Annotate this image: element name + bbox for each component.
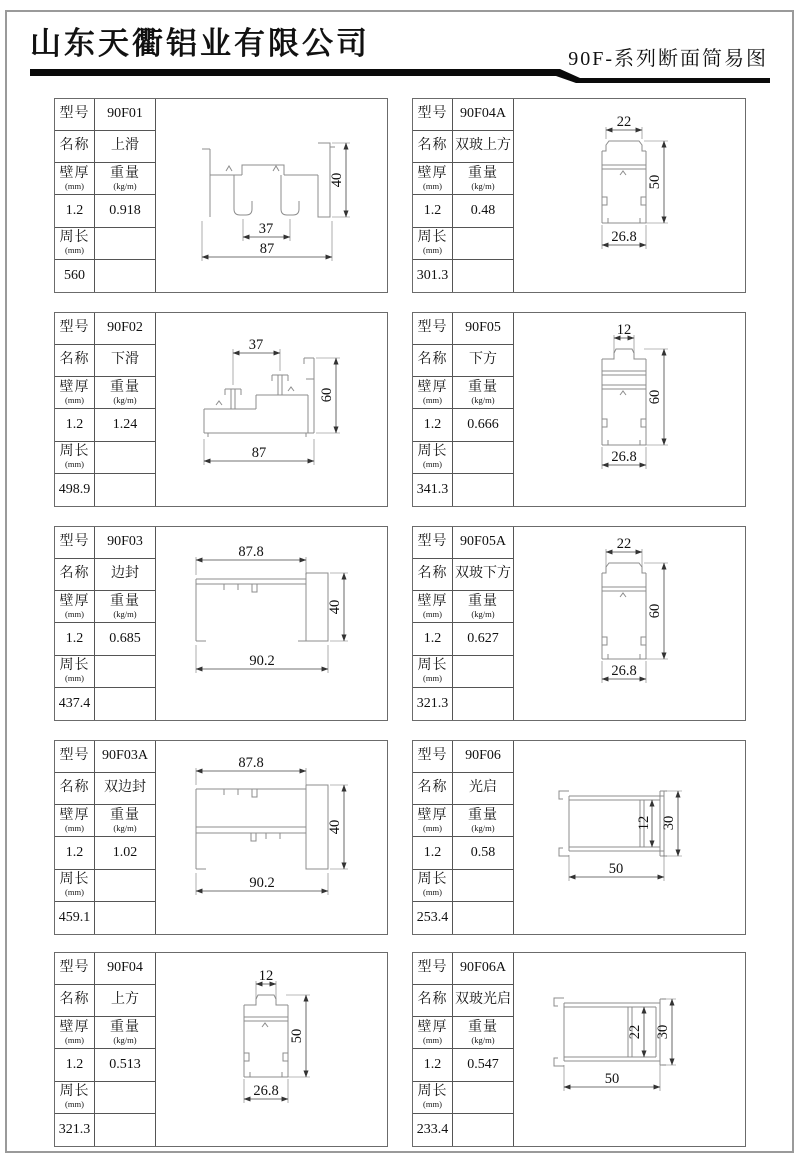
profile-outline (204, 358, 314, 437)
profile-outline (602, 141, 646, 223)
company-title: 山东天衢铝业有限公司 (30, 26, 370, 61)
thickness-label (413, 1017, 453, 1049)
perimeter-value: 498.9 (55, 474, 95, 506)
thickness-text: 壁厚 (417, 166, 448, 182)
dimension-label: 30 (661, 815, 677, 831)
panel-90F05 (412, 312, 746, 507)
dimension-label: 90.2 (249, 875, 275, 891)
thickness-label (55, 591, 95, 623)
weight-unit: (kg/m) (113, 180, 137, 191)
thickness-value: 1.2 (55, 409, 95, 441)
spec-table (413, 953, 514, 1146)
section-drawing-90F02 (156, 313, 388, 506)
perimeter-label (55, 656, 95, 688)
model-label: 型号 (413, 313, 453, 345)
weight-unit: (kg/m) (471, 394, 495, 405)
profile-outline (196, 573, 328, 641)
profile-outline (196, 785, 328, 869)
weight-text: 重量 (468, 594, 498, 610)
weight-text: 重量 (110, 594, 140, 610)
weight-unit: (kg/m) (113, 608, 137, 619)
dimension-label: 22 (627, 1024, 643, 1040)
thickness-value: 1.2 (55, 195, 95, 227)
model-value: 90F06A (453, 953, 514, 985)
weight-text: 重量 (468, 808, 498, 824)
panel-90F06 (412, 740, 746, 935)
dimension-label: 22 (616, 536, 632, 552)
model-value: 90F04 (95, 953, 156, 985)
weight-unit: (kg/m) (113, 1034, 137, 1045)
perimeter-text: 周长 (59, 230, 90, 246)
perimeter-value: 437.4 (55, 688, 95, 720)
empty-cell (95, 1082, 156, 1114)
spec-table (413, 741, 514, 934)
empty-cell (453, 902, 514, 934)
spec-table (55, 99, 156, 292)
dimension-label: 50 (608, 861, 624, 877)
perimeter-value: 253.4 (413, 902, 453, 934)
section-drawing-90F06A (514, 953, 746, 1146)
empty-cell (95, 902, 156, 934)
dimension-label: 60 (647, 389, 663, 405)
thickness-label (55, 163, 95, 195)
model-label: 型号 (55, 741, 95, 773)
spec-table (55, 953, 156, 1146)
dimension-label: 26.8 (611, 663, 637, 679)
weight-label (95, 591, 156, 623)
model-value: 90F04A (453, 99, 514, 131)
weight-label (95, 377, 156, 409)
panel-90F05A (412, 526, 746, 721)
empty-cell (453, 474, 514, 506)
name-value: 下滑 (95, 345, 156, 377)
empty-cell (453, 1114, 514, 1146)
weight-value: 1.02 (95, 837, 156, 869)
weight-unit: (kg/m) (113, 394, 137, 405)
name-label: 名称 (413, 131, 453, 163)
thickness-text: 壁厚 (59, 166, 90, 182)
weight-text: 重量 (468, 380, 498, 396)
name-value: 边封 (95, 559, 156, 591)
model-value: 90F05A (453, 527, 514, 559)
spec-table (413, 527, 514, 720)
perimeter-label (413, 442, 453, 474)
model-label: 型号 (55, 99, 95, 131)
weight-text: 重量 (110, 380, 140, 396)
perimeter-text: 周长 (417, 444, 448, 460)
thickness-unit: (mm) (65, 394, 84, 405)
extension-lines (564, 999, 676, 1091)
section-drawing-90F04A (514, 99, 746, 292)
model-label: 型号 (55, 953, 95, 985)
thickness-value: 1.2 (55, 837, 95, 869)
perimeter-unit: (mm) (423, 459, 442, 470)
weight-text: 重量 (468, 1020, 498, 1036)
weight-label (453, 805, 514, 837)
dimension-label: 30 (655, 1024, 671, 1040)
weight-value: 0.666 (453, 409, 514, 441)
series-subtitle: 90F-系列断面简易图 (568, 48, 768, 70)
model-label: 型号 (55, 313, 95, 345)
name-label: 名称 (413, 985, 453, 1017)
perimeter-label (55, 228, 95, 260)
thickness-label (55, 1017, 95, 1049)
perimeter-unit: (mm) (65, 887, 84, 898)
thickness-label (55, 805, 95, 837)
dimension-label: 50 (289, 1028, 305, 1044)
perimeter-value: 560 (55, 260, 95, 292)
perimeter-text: 周长 (417, 1084, 448, 1100)
perimeter-unit: (mm) (65, 245, 84, 256)
thickness-unit: (mm) (423, 180, 442, 191)
model-value: 90F06 (453, 741, 514, 773)
thickness-text: 壁厚 (417, 1020, 448, 1036)
model-value: 90F02 (95, 313, 156, 345)
empty-cell (453, 228, 514, 260)
dimension-label: 60 (647, 603, 663, 619)
weight-label (95, 805, 156, 837)
thickness-text: 壁厚 (59, 380, 90, 396)
thickness-label (55, 377, 95, 409)
perimeter-label (55, 1082, 95, 1114)
weight-value: 0.48 (453, 195, 514, 227)
weight-value: 0.58 (453, 837, 514, 869)
weight-value: 1.24 (95, 409, 156, 441)
empty-cell (453, 442, 514, 474)
profile-outline (202, 143, 335, 217)
weight-value: 0.918 (95, 195, 156, 227)
perimeter-label (55, 442, 95, 474)
empty-cell (95, 474, 156, 506)
weight-value: 0.627 (453, 623, 514, 655)
panel-90F03A (54, 740, 388, 935)
thickness-value: 1.2 (413, 409, 453, 441)
perimeter-label (413, 228, 453, 260)
name-label: 名称 (413, 559, 453, 591)
empty-cell (453, 656, 514, 688)
perimeter-value: 233.4 (413, 1114, 453, 1146)
empty-cell (453, 1082, 514, 1114)
thickness-label (413, 591, 453, 623)
panel-90F04 (54, 952, 388, 1147)
empty-cell (95, 442, 156, 474)
perimeter-unit: (mm) (423, 673, 442, 684)
panel-90F03 (54, 526, 388, 721)
perimeter-value: 321.3 (413, 688, 453, 720)
spec-table (55, 313, 156, 506)
extension-lines (202, 143, 350, 261)
weight-text: 重量 (468, 166, 498, 182)
thickness-value: 1.2 (413, 623, 453, 655)
section-drawing-90F05 (514, 313, 746, 506)
dimension-label: 87 (251, 445, 267, 461)
section-drawing-90F04 (156, 953, 388, 1146)
weight-label (95, 1017, 156, 1049)
weight-text: 重量 (110, 166, 140, 182)
weight-unit: (kg/m) (471, 822, 495, 833)
model-value: 90F01 (95, 99, 156, 131)
name-label: 名称 (55, 131, 95, 163)
thickness-value: 1.2 (413, 1049, 453, 1081)
model-label: 型号 (413, 527, 453, 559)
dimension-label: 90.2 (249, 653, 275, 669)
extension-lines (569, 791, 682, 881)
extension-lines (204, 349, 340, 465)
dimension-label: 40 (327, 599, 343, 615)
thickness-unit: (mm) (65, 180, 84, 191)
dimension-label: 26.8 (253, 1083, 279, 1099)
dimension-label: 12 (636, 815, 652, 831)
empty-cell (95, 228, 156, 260)
thickness-value: 1.2 (413, 837, 453, 869)
dimension-label: 37 (248, 337, 264, 353)
weight-unit: (kg/m) (471, 1034, 495, 1045)
thickness-text: 壁厚 (417, 380, 448, 396)
name-label: 名称 (55, 773, 95, 805)
thickness-unit: (mm) (65, 1034, 84, 1045)
model-label: 型号 (413, 953, 453, 985)
empty-cell (453, 260, 514, 292)
spec-table (55, 741, 156, 934)
dimension-label: 40 (327, 819, 343, 835)
name-value: 双玻下方 (453, 559, 514, 591)
dimension-label: 26.8 (611, 449, 637, 465)
section-drawing-90F03A (156, 741, 388, 934)
model-value: 90F03A (95, 741, 156, 773)
perimeter-label (55, 870, 95, 902)
dimension-label: 26.8 (611, 229, 637, 245)
empty-cell (95, 260, 156, 292)
weight-value: 0.547 (453, 1049, 514, 1081)
weight-unit: (kg/m) (471, 180, 495, 191)
spec-table (413, 99, 514, 292)
weight-text: 重量 (110, 1020, 140, 1036)
empty-cell (453, 870, 514, 902)
panel-90F02 (54, 312, 388, 507)
perimeter-value: 301.3 (413, 260, 453, 292)
thickness-unit: (mm) (65, 822, 84, 833)
thickness-value: 1.2 (55, 1049, 95, 1081)
name-value: 上方 (95, 985, 156, 1017)
name-value: 上滑 (95, 131, 156, 163)
spec-table (55, 527, 156, 720)
section-drawing-90F06 (514, 741, 746, 934)
section-drawing-90F01 (156, 99, 388, 292)
name-label: 名称 (55, 559, 95, 591)
name-value: 双边封 (95, 773, 156, 805)
profile-outline (554, 998, 666, 1066)
dimension-label: 40 (329, 172, 345, 188)
dimension-label: 50 (647, 174, 663, 190)
thickness-unit: (mm) (423, 822, 442, 833)
profile-outline (244, 995, 288, 1077)
header-rule (30, 64, 770, 88)
panel-90F01 (54, 98, 388, 293)
perimeter-text: 周长 (417, 658, 448, 674)
perimeter-unit: (mm) (65, 673, 84, 684)
thickness-value: 1.2 (413, 195, 453, 227)
dimension-label: 60 (319, 387, 335, 403)
name-label: 名称 (413, 773, 453, 805)
perimeter-unit: (mm) (423, 887, 442, 898)
empty-cell (453, 688, 514, 720)
perimeter-value: 321.3 (55, 1114, 95, 1146)
section-drawing-90F03 (156, 527, 388, 720)
weight-label (95, 163, 156, 195)
empty-cell (95, 688, 156, 720)
perimeter-label (413, 1082, 453, 1114)
model-label: 型号 (413, 741, 453, 773)
name-value: 双玻光启 (453, 985, 514, 1017)
name-value: 下方 (453, 345, 514, 377)
perimeter-label (413, 870, 453, 902)
empty-cell (95, 656, 156, 688)
weight-value: 0.685 (95, 623, 156, 655)
dimension-label: 22 (616, 114, 632, 130)
name-value: 双玻上方 (453, 131, 514, 163)
thickness-text: 壁厚 (417, 808, 448, 824)
panel-90F04A (412, 98, 746, 293)
perimeter-unit: (mm) (65, 459, 84, 470)
model-label: 型号 (55, 527, 95, 559)
thickness-text: 壁厚 (59, 594, 90, 610)
thickness-unit: (mm) (423, 394, 442, 405)
weight-label (453, 377, 514, 409)
perimeter-text: 周长 (59, 1084, 90, 1100)
perimeter-unit: (mm) (65, 1099, 84, 1110)
perimeter-text: 周长 (59, 872, 90, 888)
thickness-value: 1.2 (55, 623, 95, 655)
model-value: 90F03 (95, 527, 156, 559)
thickness-unit: (mm) (65, 608, 84, 619)
thickness-label (413, 377, 453, 409)
weight-unit: (kg/m) (113, 822, 137, 833)
name-label: 名称 (55, 345, 95, 377)
model-value: 90F05 (453, 313, 514, 345)
name-label: 名称 (413, 345, 453, 377)
weight-label (453, 1017, 514, 1049)
thickness-label (413, 805, 453, 837)
name-label: 名称 (55, 985, 95, 1017)
weight-label (453, 163, 514, 195)
profile-outline (602, 349, 646, 445)
dimension-label: 12 (258, 968, 274, 984)
dimension-label: 50 (604, 1071, 620, 1087)
weight-unit: (kg/m) (471, 608, 495, 619)
thickness-unit: (mm) (423, 608, 442, 619)
model-label: 型号 (413, 99, 453, 131)
weight-text: 重量 (110, 808, 140, 824)
empty-cell (95, 1114, 156, 1146)
name-value: 光启 (453, 773, 514, 805)
dimension-label: 12 (616, 322, 632, 338)
weight-value: 0.513 (95, 1049, 156, 1081)
weight-label (453, 591, 514, 623)
section-drawing-90F05A (514, 527, 746, 720)
dimension-label: 37 (258, 221, 274, 237)
perimeter-unit: (mm) (423, 1099, 442, 1110)
perimeter-label (413, 656, 453, 688)
dimension-label: 87.8 (238, 544, 264, 560)
perimeter-value: 341.3 (413, 474, 453, 506)
perimeter-value: 459.1 (55, 902, 95, 934)
thickness-unit: (mm) (423, 1034, 442, 1045)
thickness-text: 壁厚 (417, 594, 448, 610)
thickness-text: 壁厚 (59, 808, 90, 824)
spec-table (413, 313, 514, 506)
perimeter-text: 周长 (59, 444, 90, 460)
perimeter-text: 周长 (417, 872, 448, 888)
dimension-label: 87 (259, 241, 275, 257)
thickness-text: 壁厚 (59, 1020, 90, 1036)
thickness-label (413, 163, 453, 195)
profile-outline (602, 563, 646, 659)
perimeter-text: 周长 (417, 230, 448, 246)
perimeter-text: 周长 (59, 658, 90, 674)
perimeter-unit: (mm) (423, 245, 442, 256)
panel-90F06A (412, 952, 746, 1147)
dimension-label: 87.8 (238, 755, 264, 771)
empty-cell (95, 870, 156, 902)
